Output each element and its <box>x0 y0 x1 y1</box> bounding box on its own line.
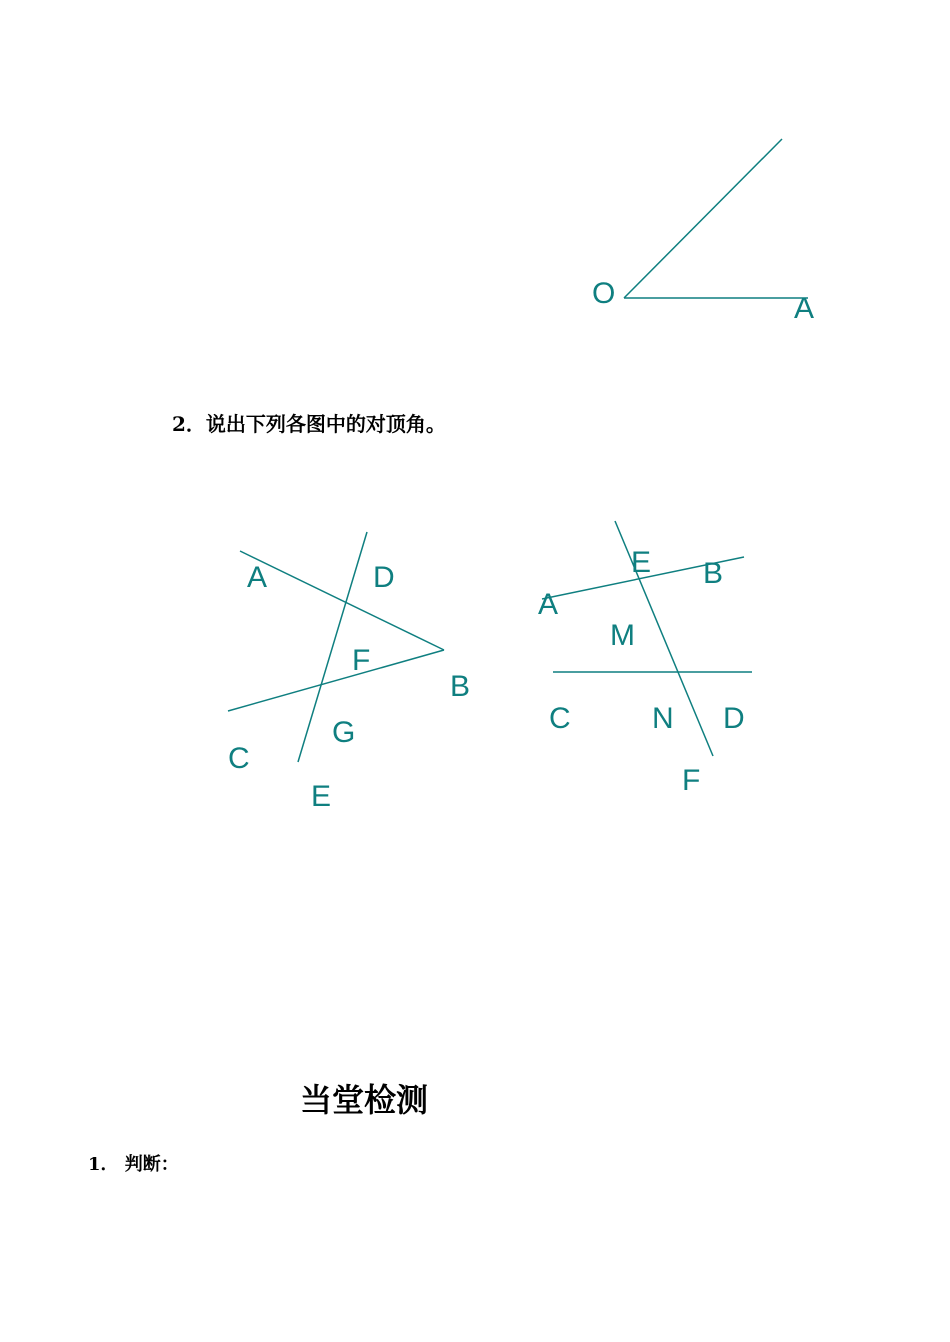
right-label-m: M <box>610 619 635 652</box>
left-label-e: E <box>311 780 332 813</box>
left-label-g: G <box>332 716 356 749</box>
left-label-b: B <box>450 670 471 703</box>
section-title: 当堂检测 <box>300 1081 429 1119</box>
right-label-f: F <box>682 764 701 797</box>
left-label-c: C <box>228 742 250 775</box>
right-label-a: A <box>538 588 559 621</box>
angle-figure <box>592 139 814 325</box>
question-2-prompt: 2．说出下列各图中的对顶角。 <box>172 412 446 436</box>
left-line-cb <box>228 650 444 711</box>
left-line-ab <box>240 551 444 650</box>
left-label-d: D <box>373 561 395 594</box>
right-label-d: D <box>723 702 745 735</box>
angle-label-a: A <box>794 292 815 325</box>
question-1-prompt: 1． 判断： <box>88 1154 179 1175</box>
left-label-f: F <box>352 644 371 677</box>
left-figure <box>228 532 470 813</box>
angle-label-o: O <box>592 277 616 310</box>
angle-ray-upper <box>624 139 782 298</box>
right-label-c: C <box>549 702 571 735</box>
right-label-n: N <box>652 702 674 735</box>
right-label-e: E <box>631 546 652 579</box>
left-label-a: A <box>247 561 268 594</box>
right-label-b: B <box>703 557 724 590</box>
right-figure <box>538 521 752 797</box>
